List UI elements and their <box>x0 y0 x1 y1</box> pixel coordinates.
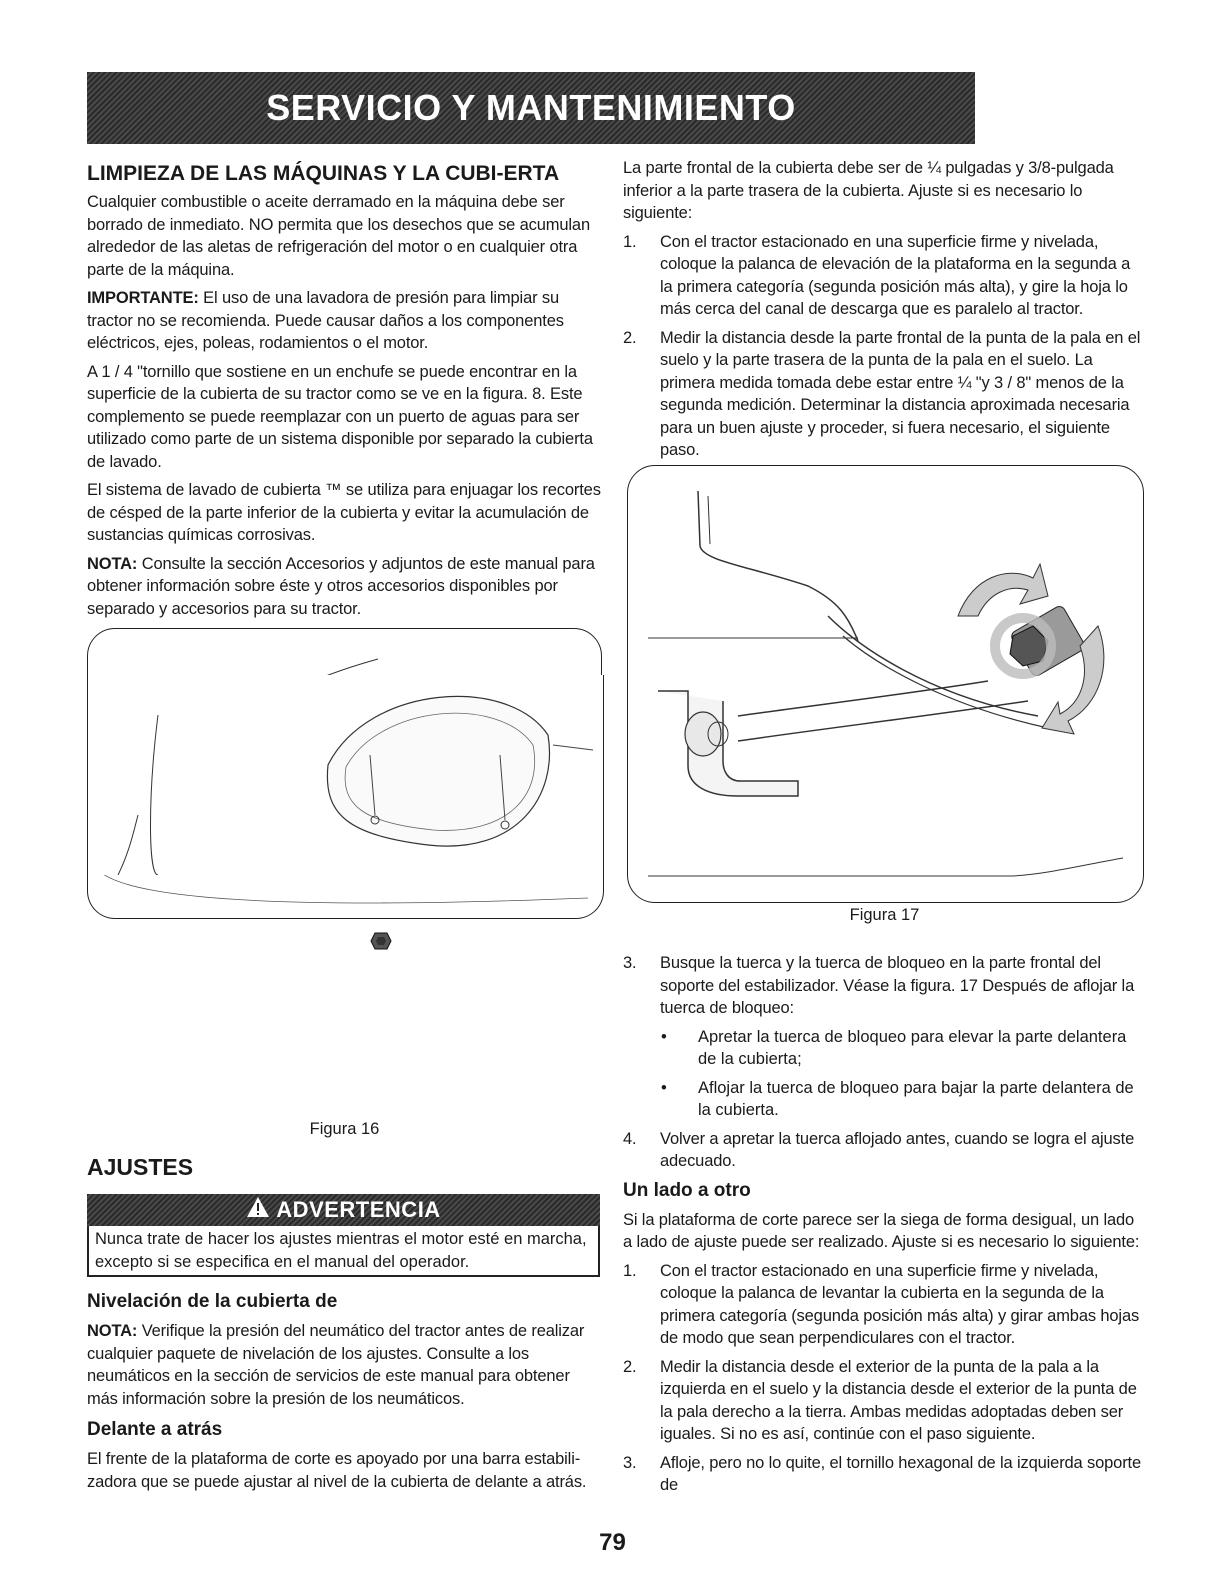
front-to-back-steps-continued <box>623 952 1145 1020</box>
warning-box <box>87 1194 600 1277</box>
left-column-bottom <box>87 1290 602 1499</box>
right-column-lower <box>623 952 1145 1503</box>
front-to-back-paragraph: El frente de la plataforma de corte es apoyado por una barra estabili-zadora que se puede ajustar al nivel de la cubierta de delante a atrás. <box>87 1450 587 1491</box>
warning-text: Nunca trate de hacer los ajustes mientras el motor esté en marcha, excepto si se especifica en el manual del operador. <box>87 1226 600 1277</box>
figure-17-illustration <box>628 466 1141 900</box>
leveling-note-label: NOTA: <box>87 1322 138 1340</box>
figure-16-hexplug <box>370 932 392 950</box>
warning-header <box>87 1194 600 1226</box>
figure-16-deck <box>88 675 601 875</box>
list-item: 3. Busque la tuerca y la tuerca de bloqueo en la parte frontal del soporte del estabilizador. Véase la figura. 17 Después de aflojar la tuerca de bloqueo: <box>623 954 1135 1017</box>
leveling-note <box>87 1320 602 1410</box>
list-item: 4. Volver a apretar la tuerca aflojado antes, cuando se logra el ajuste adecuado. <box>623 1129 1135 1170</box>
note-text: Consulte la sección Accesorios y adjuntos de este manual para obtener información sobre éste y otros accesorios disponibles por separado y accesorios para su tractor. <box>87 554 595 618</box>
figure-17-frame <box>627 465 1144 903</box>
cleaning-paragraph-2 <box>87 287 602 355</box>
cleaning-paragraph-3: A 1 / 4 "tornillo que sostiene en un enchufe se puede encontrar en la superficie de la cubierta de su tractor como se ve en la figura. 8. Este complemento se puede reemplazar con un puerto de aguas para ser utilizado como parte de un sistema disponible por separado la cubierta de lavado. <box>87 362 593 471</box>
list-item: 2. Medir la distancia desde el exterior de la punta de la pala a la izquierda en el suelo y la distancia desde el exterior de la punta de la pala derecho a la tierra. Ambas medidas adoptadas deben ser iguales. Si no es así, continúe con el paso siguiente. <box>623 1357 1137 1443</box>
note-label: NOTA: <box>87 554 138 573</box>
front-to-back-steps <box>623 231 1145 462</box>
front-to-back-step-4 <box>623 1128 1145 1173</box>
list-item: 2. Medir la distancia desde la parte frontal de la punta de la pala en el suelo y la parte trasera de la punta de la pala en el suelo. La primera medida tomada debe estar entre ¼ "y 3 / 8" menos de la segunda medición. Determinar la distancia aproximada necesaria para un buen ajuste y proceder, si fuera necesario, el siguiente paso. <box>623 328 1141 459</box>
important-label: IMPORTANTE: <box>87 289 199 307</box>
page-number: 79 <box>599 1529 626 1556</box>
important-text: El uso de una lavadora de presión para limpiar su tractor no se recomienda. Puede causar daños a los componentes eléctricos, ejes, poleas, rodamientos o el motor. <box>87 289 564 352</box>
front-to-back-intro: La parte frontal de la cubierta debe ser de ¼ pulgadas y 3/8-pulgada inferior a la parte trasera de la cubierta. Ajuste si es necesario lo siguiente: <box>623 159 1114 222</box>
section-title-cleaning: LIMPIEZA DE LAS MÁQUINAS Y LA CUBI-ERTA <box>87 162 560 185</box>
page-header-title: SERVICIO Y MANTENIMIENTO <box>266 87 796 128</box>
figure-16-body <box>87 675 604 875</box>
right-column <box>623 157 1145 468</box>
cleaning-paragraph-4: El sistema de lavado de cubierta ™ se utiliza para enjuagar los recortes de césped de la parte inferior de la cubierta y evitar la acumulación de sustancias químicas corrosivas. <box>87 481 601 544</box>
list-item: 1. Con el tractor estacionado en una superficie firme y nivelada, coloque la palanca de levantar la cubierta en la segunda de la primera categoría (segunda posición más alta) y girar ambas hojas de modo que sean perpendiculares con el tractor. <box>623 1261 1140 1347</box>
cleaning-paragraph-5 <box>87 553 602 621</box>
section-title-adjustments: AJUSTES <box>87 1154 194 1180</box>
section-title-front-to-back: Delante a atrás <box>87 1419 223 1440</box>
figure-16-caption: Figura 16 <box>309 1120 380 1138</box>
figure-16-lower <box>87 870 604 919</box>
list-item: • Apretar la tuerca de bloqueo para elevar la parte delantera de la cubierta; <box>661 1027 1127 1068</box>
locknut-bullets <box>623 1026 1145 1122</box>
warning-icon <box>246 1196 270 1224</box>
figure-16-lower-lines <box>88 870 601 916</box>
hex-plug-icon <box>370 932 392 950</box>
warning-title: ADVERTENCIA <box>276 1197 441 1222</box>
section-title-deck-leveling: Nivelación de la cubierta de <box>87 1291 338 1312</box>
side-to-side-steps <box>623 1260 1145 1497</box>
side-to-side-paragraph: Si la plataforma de corte parece ser la siega de forma desigual, un lado a lado de ajuste puede ser realizado. Ajuste si es necesario lo siguiente: <box>623 1210 1140 1251</box>
cleaning-paragraph-1: Cualquier combustible o aceite derramado en la máquina debe ser borrado de inmediato. NO permita que los desechos que se acumulan alrededor de las aletas de refrigeración del motor o en cualquier otra parte de la máquina. <box>87 193 590 279</box>
page-header-banner <box>87 72 975 144</box>
list-item: 3. Afloje, pero no lo quite, el tornillo hexagonal de la izquierda soporte de <box>623 1453 1142 1494</box>
leveling-note-text: Verifique la presión del neumático del tractor antes de realizar cualquier paquete de nivelación de los ajustes. Consulte a los neumáticos en la sección de servicios de este manual para obtener más información sobre la presión de los neumáticos. <box>87 1322 585 1408</box>
section-title-side-to-side: Un lado a otro <box>623 1179 751 1201</box>
figure-17-caption: Figura 17 <box>849 906 920 924</box>
list-item: 1. Con el tractor estacionado en una superficie firme y nivelada, coloque la palanca de elevación de la plataforma en la segunda a la primera categoría (segunda posición más alta), y gire la hoja lo más cerca del canal de descarga que es paralelo al tractor. <box>623 232 1131 318</box>
list-item: • Aflojar la tuerca de bloqueo para bajar la parte delantera de la cubierta. <box>661 1078 1134 1119</box>
